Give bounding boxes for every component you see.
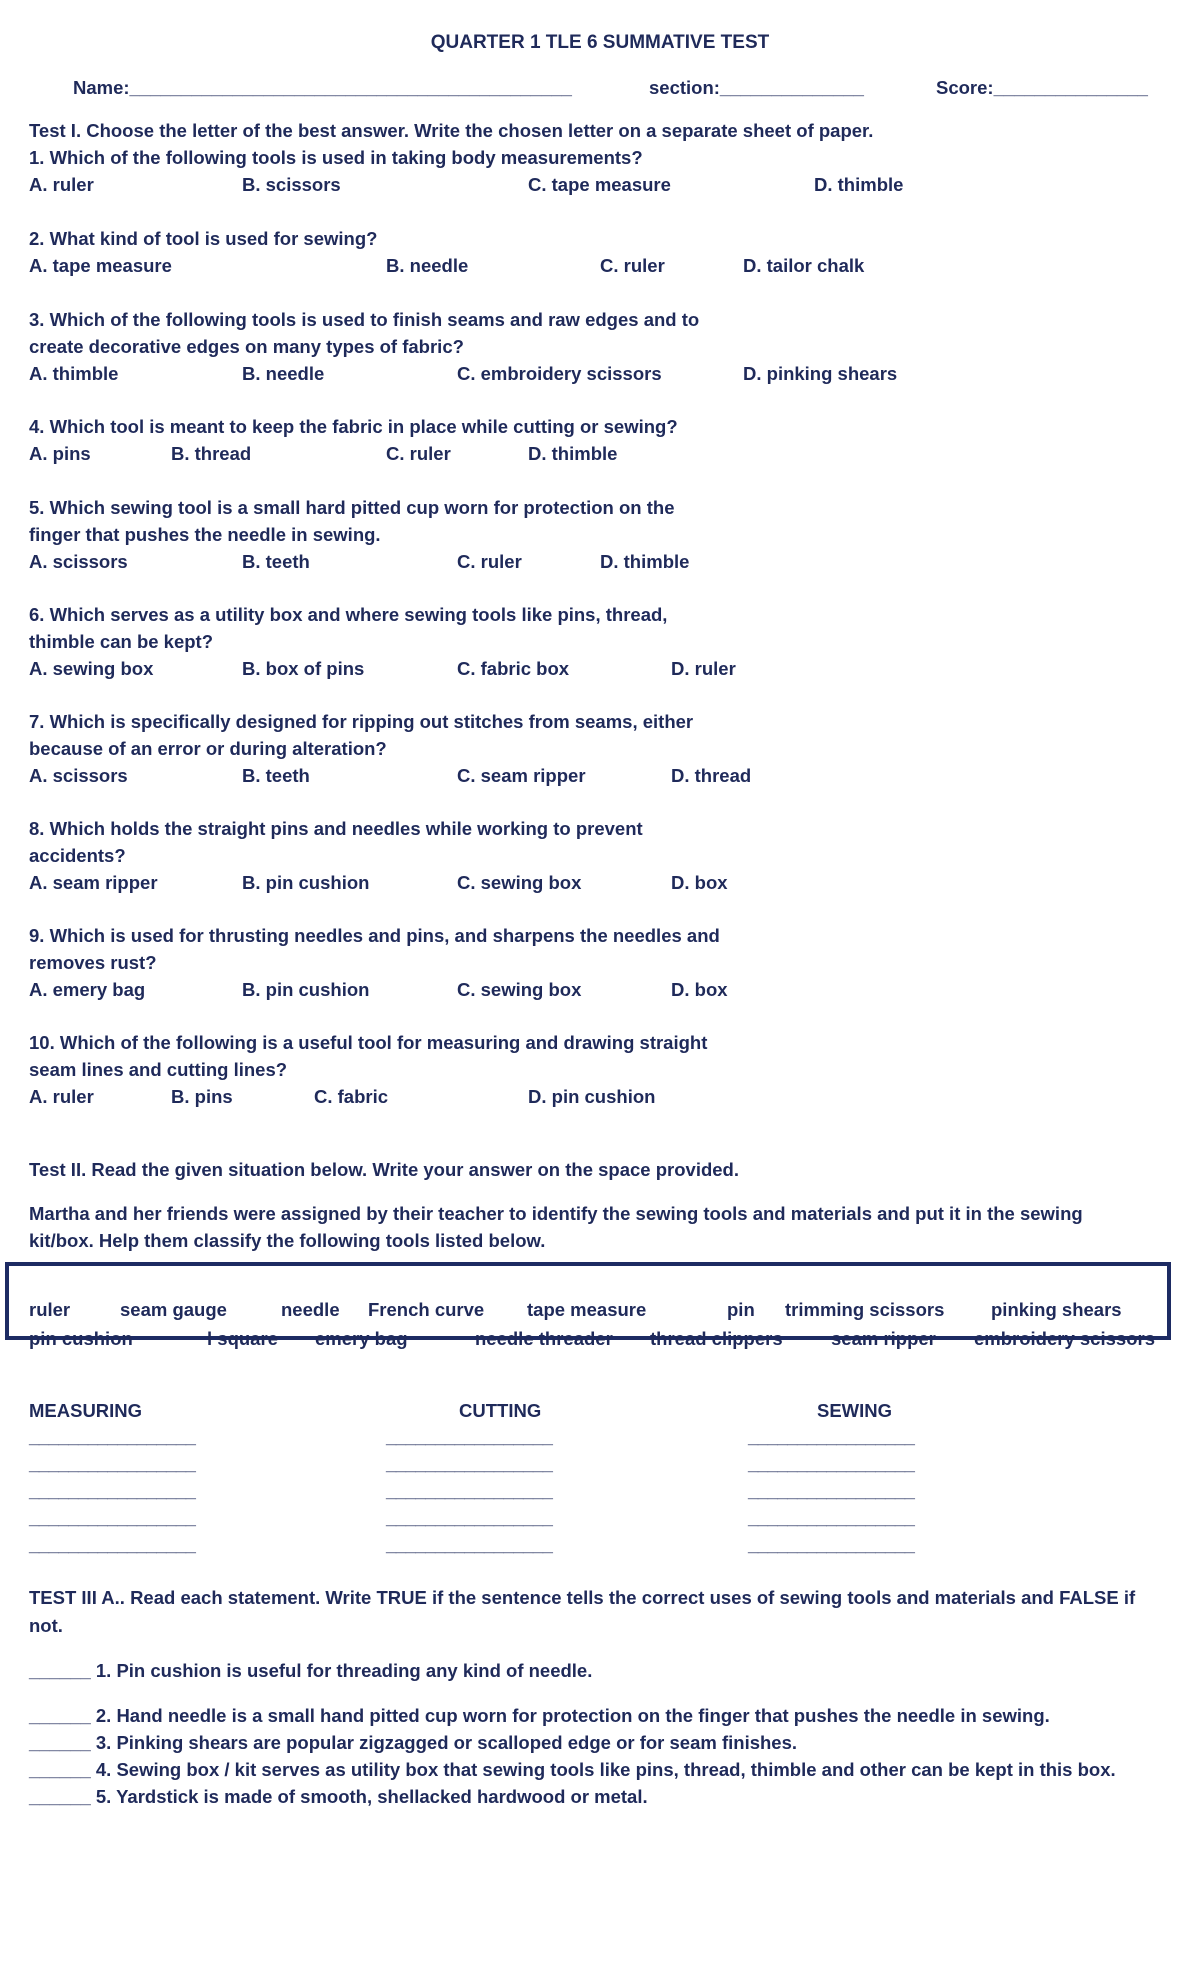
- question-6-option-a[interactable]: A. sewing box: [29, 658, 154, 679]
- section-field[interactable]: section:______________: [649, 77, 864, 98]
- question-10-option-c[interactable]: C. fabric: [314, 1086, 389, 1107]
- question-10-text: seam lines and cutting lines?: [29, 1059, 288, 1080]
- word-bank-item: seam gauge: [120, 1299, 227, 1320]
- word-bank-item: needle: [281, 1299, 340, 1320]
- word-bank-item: emery bag: [315, 1328, 408, 1349]
- question-9-option-a[interactable]: A. emery bag: [29, 979, 146, 1000]
- question-3-option-d[interactable]: D. pinking shears: [743, 363, 898, 384]
- answer-blank-sewing[interactable]: _________________: [748, 1480, 915, 1501]
- test3-instruction-line-1: TEST III A.. Read each statement. Write TRUE if the sentence tells the correct uses of sewing tools and materials and FALSE if: [29, 1587, 1136, 1608]
- question-8-option-b[interactable]: B. pin cushion: [242, 872, 370, 893]
- question-5-text: 5. Which sewing tool is a small hard pitted cup worn for protection on the: [29, 497, 675, 518]
- test2-instruction: Test II. Read the given situation below. Write your answer on the space provided.: [29, 1159, 739, 1180]
- answer-blank-sewing[interactable]: _________________: [748, 1426, 915, 1447]
- question-1-option-a[interactable]: A. ruler: [29, 174, 94, 195]
- statement-2[interactable]: ______ 2. Hand needle is a small hand pitted cup worn for protection on the finger that pushes the needle in sewing.: [29, 1705, 1050, 1726]
- question-8-option-a[interactable]: A. seam ripper: [29, 872, 158, 893]
- question-3-text: 3. Which of the following tools is used to finish seams and raw edges and to: [29, 309, 700, 330]
- question-2-option-d[interactable]: D. tailor chalk: [743, 255, 865, 276]
- question-1-option-d[interactable]: D. thimble: [814, 174, 904, 195]
- answer-blank-cutting[interactable]: _________________: [386, 1534, 553, 1555]
- statement-1[interactable]: ______ 1. Pin cushion is useful for threading any kind of needle.: [29, 1660, 593, 1681]
- question-7-option-a[interactable]: A. scissors: [29, 765, 128, 786]
- question-6-option-d[interactable]: D. ruler: [671, 658, 736, 679]
- question-7-option-b[interactable]: B. teeth: [242, 765, 310, 786]
- question-3-option-a[interactable]: A. thimble: [29, 363, 119, 384]
- answer-blank-cutting[interactable]: _________________: [386, 1507, 553, 1528]
- question-1-option-b[interactable]: B. scissors: [242, 174, 341, 195]
- answer-blank-measuring[interactable]: _________________: [29, 1480, 196, 1501]
- question-10-option-d[interactable]: D. pin cushion: [528, 1086, 656, 1107]
- word-bank-item: tape measure: [527, 1299, 647, 1320]
- question-4-option-b[interactable]: B. thread: [171, 443, 252, 464]
- question-2-option-a[interactable]: A. tape measure: [29, 255, 172, 276]
- question-4-option-a[interactable]: A. pins: [29, 443, 91, 464]
- question-5-text: finger that pushes the needle in sewing.: [29, 524, 381, 545]
- question-9-option-d[interactable]: D. box: [671, 979, 728, 1000]
- question-4-option-d[interactable]: D. thimble: [528, 443, 618, 464]
- answer-blank-cutting[interactable]: _________________: [386, 1480, 553, 1501]
- column-header-measuring: MEASURING: [29, 1400, 143, 1421]
- question-7-option-c[interactable]: C. seam ripper: [457, 765, 586, 786]
- column-header-cutting: CUTTING: [459, 1400, 542, 1421]
- word-bank-item: embroidery scissors: [974, 1328, 1155, 1349]
- question-10-option-b[interactable]: B. pins: [171, 1086, 233, 1107]
- test3-instruction-line-2: not.: [29, 1615, 63, 1636]
- answer-blank-measuring[interactable]: _________________: [29, 1453, 196, 1474]
- word-bank-item: trimming scissors: [785, 1299, 945, 1320]
- question-5-option-d[interactable]: D. thimble: [600, 551, 690, 572]
- word-bank-item: ruler: [29, 1299, 71, 1320]
- word-bank-item: pin: [727, 1299, 755, 1320]
- question-1-option-c[interactable]: C. tape measure: [528, 174, 671, 195]
- answer-blank-sewing[interactable]: _________________: [748, 1453, 915, 1474]
- question-2-option-c[interactable]: C. ruler: [600, 255, 665, 276]
- question-9-text: 9. Which is used for thrusting needles and pins, and sharpens the needles and: [29, 925, 720, 946]
- question-1-text: 1. Which of the following tools is used in taking body measurements?: [29, 147, 643, 168]
- statement-4[interactable]: ______ 4. Sewing box / kit serves as utility box that sewing tools like pins, thread, thimble and other can be kept in this box.: [29, 1759, 1116, 1780]
- question-6-option-b[interactable]: B. box of pins: [242, 658, 365, 679]
- answer-blank-measuring[interactable]: _________________: [29, 1426, 196, 1447]
- answer-blank-sewing[interactable]: _________________: [748, 1507, 915, 1528]
- question-9-text: removes rust?: [29, 952, 157, 973]
- name-field[interactable]: Name:___________________________________________: [73, 77, 572, 98]
- question-8-option-c[interactable]: C. sewing box: [457, 872, 582, 893]
- question-5-option-c[interactable]: C. ruler: [457, 551, 522, 572]
- question-10-text: 10. Which of the following is a useful tool for measuring and drawing straight: [29, 1032, 708, 1053]
- question-8-option-d[interactable]: D. box: [671, 872, 728, 893]
- score-field[interactable]: Score:_______________: [936, 77, 1148, 98]
- question-5-option-a[interactable]: A. scissors: [29, 551, 128, 572]
- word-bank-item: pinking shears: [991, 1299, 1122, 1320]
- question-3-option-c[interactable]: C. embroidery scissors: [457, 363, 662, 384]
- answer-blank-cutting[interactable]: _________________: [386, 1426, 553, 1447]
- situation-line-1: Martha and her friends were assigned by their teacher to identify the sewing tools and materials and put it in the sewing: [29, 1203, 1083, 1224]
- answer-blank-measuring[interactable]: _________________: [29, 1534, 196, 1555]
- word-bank-item: thread clippers: [650, 1328, 783, 1349]
- question-7-text: 7. Which is specifically designed for ripping out stitches from seams, either: [29, 711, 694, 732]
- situation-line-2: kit/box. Help them classify the following tools listed below.: [29, 1230, 546, 1251]
- question-7-option-d[interactable]: D. thread: [671, 765, 752, 786]
- question-10-option-a[interactable]: A. ruler: [29, 1086, 94, 1107]
- statement-5[interactable]: ______ 5. Yardstick is made of smooth, shellacked hardwood or metal.: [29, 1786, 648, 1807]
- question-4-text: 4. Which tool is meant to keep the fabric in place while cutting or sewing?: [29, 416, 678, 437]
- question-4-option-c[interactable]: C. ruler: [386, 443, 451, 464]
- question-8-text: 8. Which holds the straight pins and needles while working to prevent: [29, 818, 643, 839]
- answer-blank-cutting[interactable]: _________________: [386, 1453, 553, 1474]
- answer-blank-measuring[interactable]: _________________: [29, 1507, 196, 1528]
- word-bank-item: l square: [207, 1328, 278, 1349]
- question-6-text: thimble can be kept?: [29, 631, 214, 652]
- question-9-option-b[interactable]: B. pin cushion: [242, 979, 370, 1000]
- word-bank-item: needle threader: [475, 1328, 613, 1349]
- question-3-text: create decorative edges on many types of fabric?: [29, 336, 464, 357]
- statement-3[interactable]: ______ 3. Pinking shears are popular zigzagged or scalloped edge or for seam finishes.: [29, 1732, 798, 1753]
- question-5-option-b[interactable]: B. teeth: [242, 551, 310, 572]
- answer-blank-sewing[interactable]: _________________: [748, 1534, 915, 1555]
- question-6-option-c[interactable]: C. fabric box: [457, 658, 570, 679]
- question-7-text: because of an error or during alteration?: [29, 738, 387, 759]
- test1-instruction: Test I. Choose the letter of the best answer. Write the chosen letter on a separate sheet of paper.: [29, 120, 874, 141]
- question-3-option-b[interactable]: B. needle: [242, 363, 325, 384]
- word-bank-item: pin cushion: [29, 1328, 133, 1349]
- question-6-text: 6. Which serves as a utility box and where sewing tools like pins, thread,: [29, 604, 668, 625]
- question-2-option-b[interactable]: B. needle: [386, 255, 469, 276]
- column-header-sewing: SEWING: [817, 1400, 893, 1421]
- page-title: QUARTER 1 TLE 6 SUMMATIVE TEST: [430, 32, 770, 53]
- question-8-text: accidents?: [29, 845, 126, 866]
- word-bank-item: French curve: [368, 1299, 485, 1320]
- word-bank-item: seam ripper: [831, 1328, 936, 1349]
- question-2-text: 2. What kind of tool is used for sewing?: [29, 228, 378, 249]
- question-9-option-c[interactable]: C. sewing box: [457, 979, 582, 1000]
